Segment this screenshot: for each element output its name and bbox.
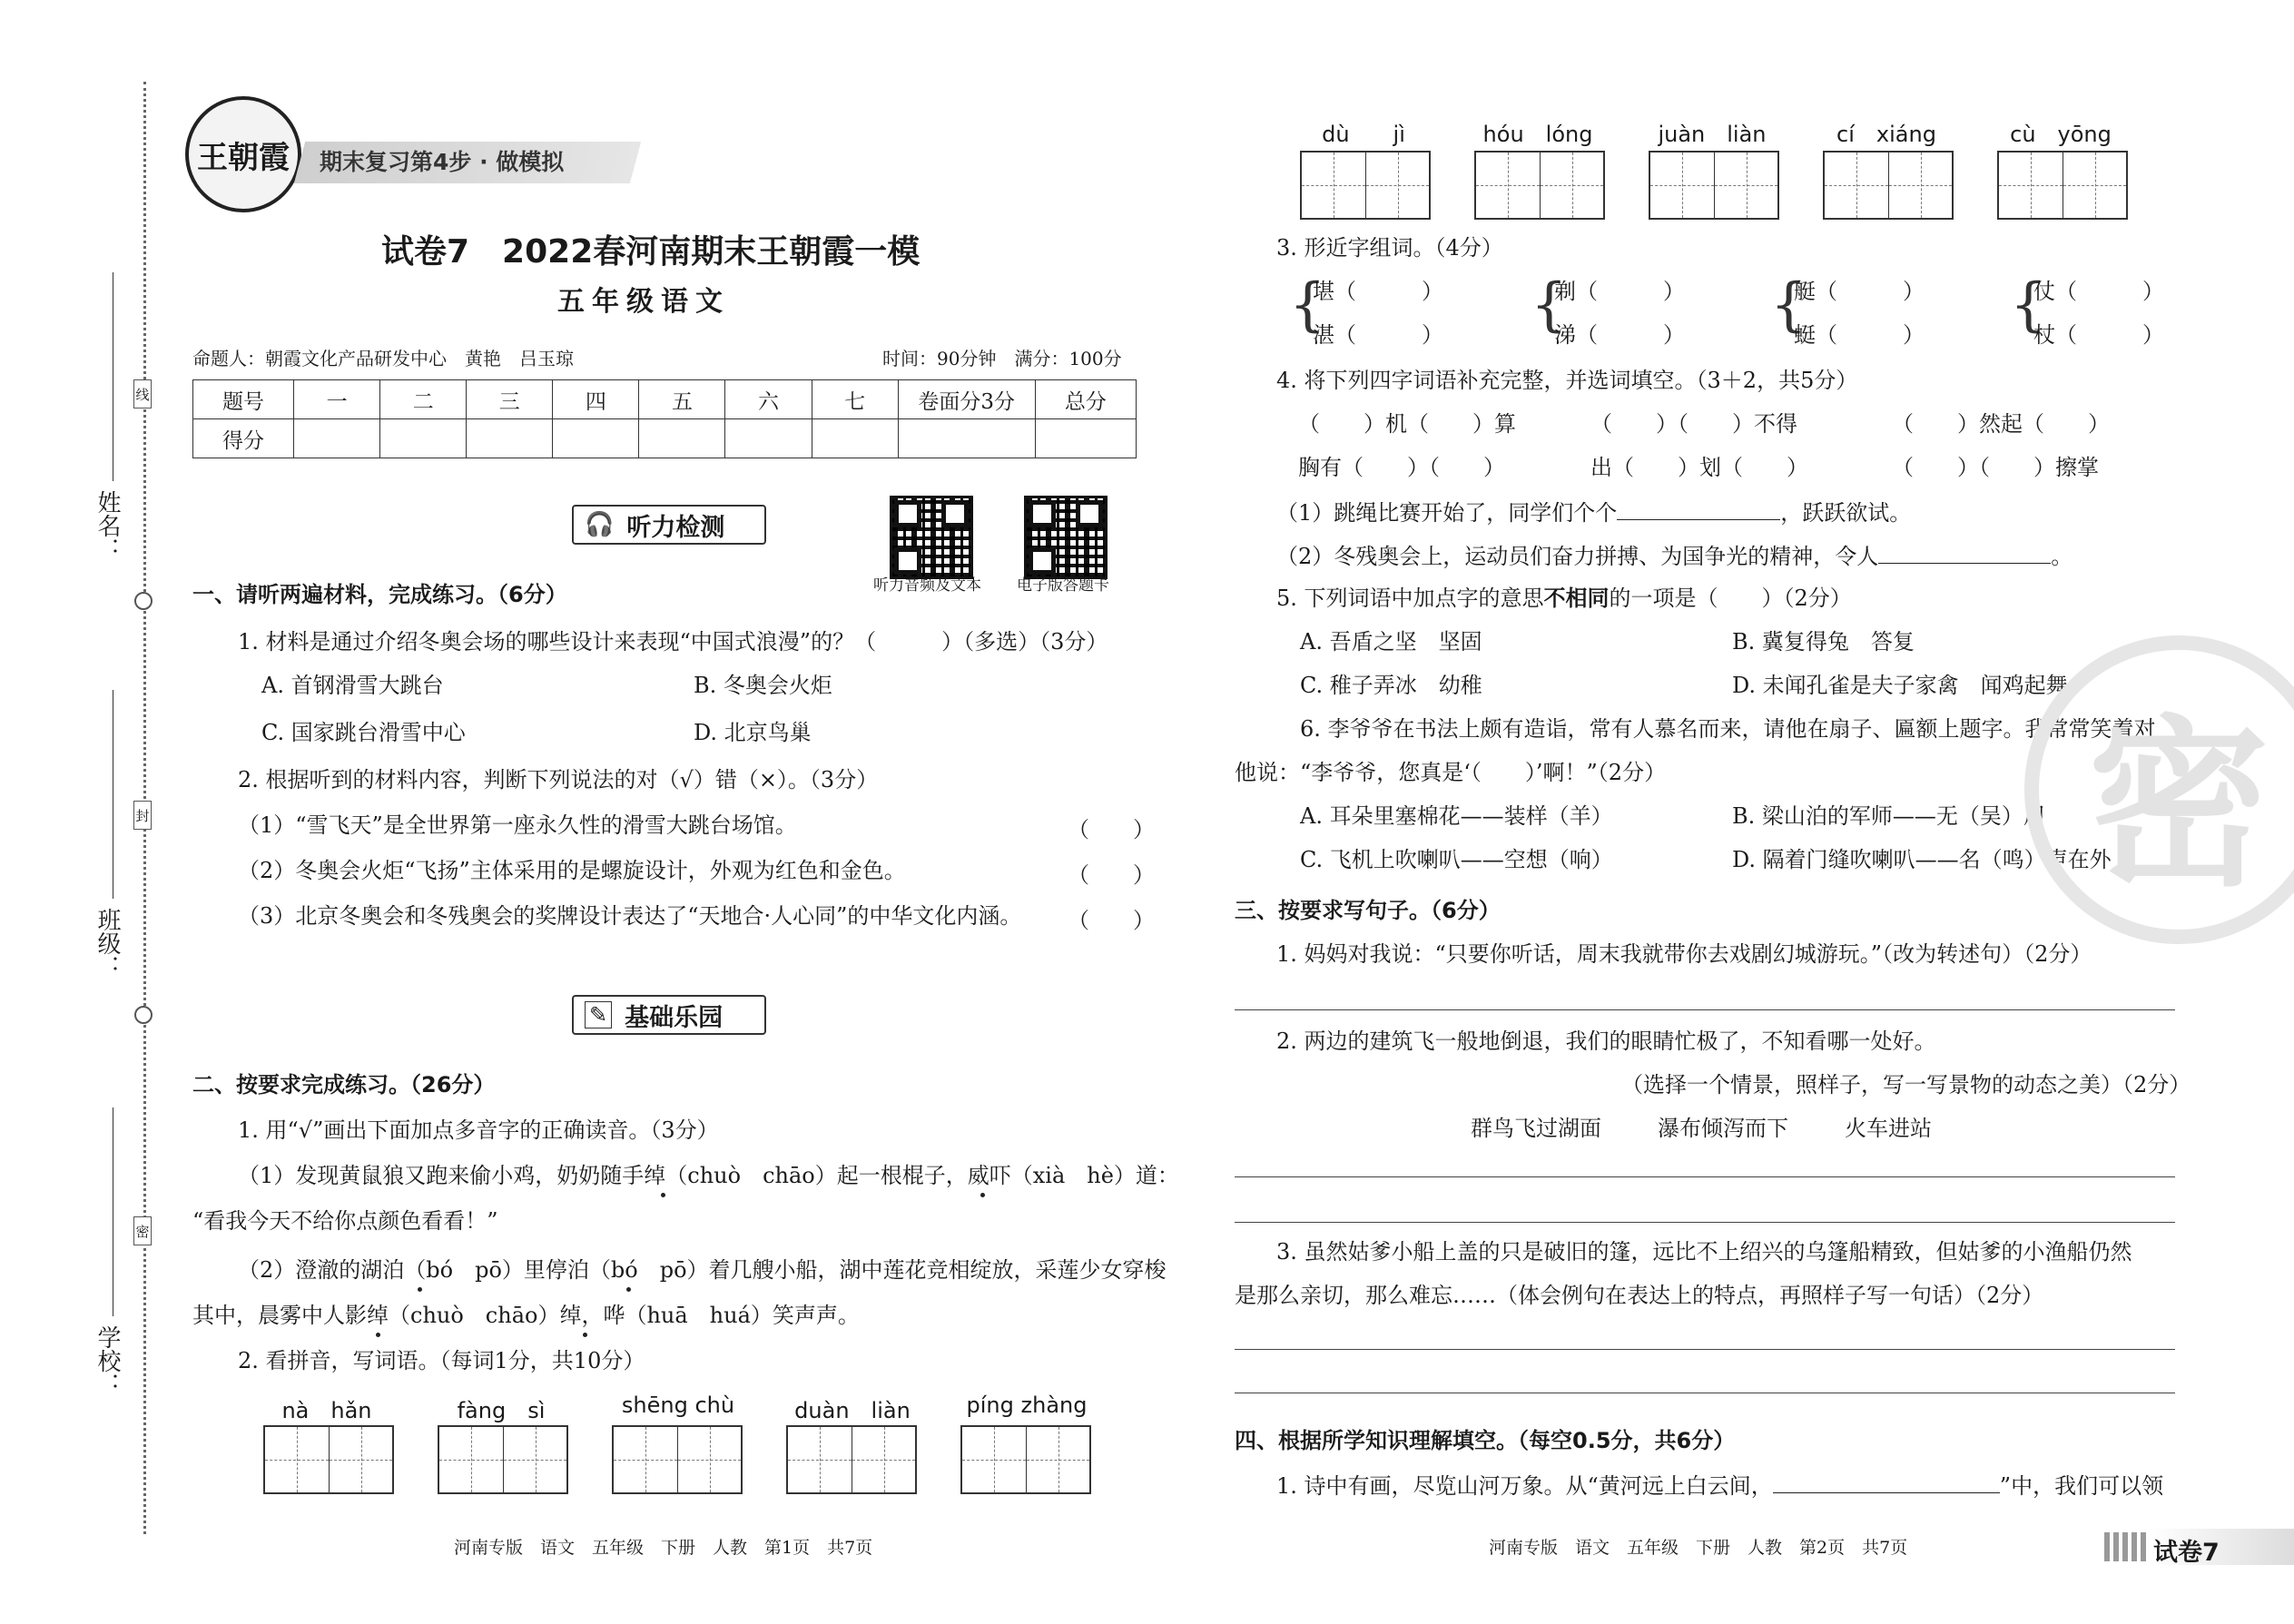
- sentences-q3-line2: 是那么亲切，那么难忘……（体会例句在表达上的特点，再照样子写一句话）（2分）: [1235, 1283, 2044, 1308]
- scene-3: 火车进站: [1845, 1116, 1932, 1141]
- idiom-1[interactable]: （ ）机（ ）算: [1298, 411, 1516, 437]
- footer-left: 河南专版 语文 五年级 下册 人教 第1页 共7页: [454, 1538, 873, 1558]
- emphasis-dot: [376, 1333, 380, 1337]
- emphasis-dot: [980, 1193, 985, 1197]
- judge-answer-2[interactable]: （ ）: [1068, 862, 1155, 888]
- sidebar-circle-1: [134, 592, 153, 610]
- idiom-3[interactable]: （ ）然起（ ）: [1892, 411, 2110, 437]
- write-grid[interactable]: [263, 1425, 394, 1494]
- qr-code-answer-card[interactable]: [1024, 496, 1108, 579]
- brace: {: [2010, 271, 2047, 339]
- write-grid[interactable]: [1300, 151, 1431, 220]
- footer-tab-stripes: [2104, 1532, 2148, 1561]
- score-input[interactable]: [553, 419, 639, 458]
- footer-right: 河南专版 语文 五年级 下册 人教 第2页 共7页: [1489, 1538, 1908, 1558]
- answer-line[interactable]: [1235, 1222, 2175, 1223]
- score-cell: 一: [294, 380, 380, 419]
- footer-tab-label: 试卷7: [2153, 1539, 2220, 1567]
- score-input[interactable]: [294, 419, 380, 458]
- brace: {: [1770, 271, 1807, 339]
- scene-2: 瀑布倾泻而下: [1658, 1116, 1788, 1141]
- q6-option-d: D. 隔着门缝吹喇叭——名（鸣）声在外: [1732, 847, 2112, 872]
- authors: 命题人：朝霞文化产品研发中心 黄艳 吕玉琼: [192, 348, 574, 369]
- score-table-header-row: [193, 380, 1137, 419]
- brace: {: [1289, 271, 1326, 339]
- score-cell: 三: [467, 380, 553, 419]
- emphasis-dot: [626, 1287, 631, 1292]
- write-grid[interactable]: [960, 1425, 1091, 1494]
- score-table: [192, 379, 1137, 458]
- q5-option-a: A. 吾盾之坚 坚固: [1300, 629, 1482, 655]
- exam-title: 试卷7 2022春河南期末王朝霞一模: [381, 233, 921, 271]
- listening-q1-option-b: B. 冬奥会火炬: [694, 673, 832, 698]
- listening-q1-option-d: D. 北京鸟巢: [694, 720, 812, 745]
- listening-heading: 一、请听两遍材料，完成练习。（6分）: [192, 582, 567, 607]
- pinyin-label: cí xiáng: [1836, 122, 1936, 147]
- sentences-q1: 1. 妈妈对我说：“只要你听话，周末我就带你去戏剧幻城游玩。”（改为转述句）（2分）: [1276, 941, 2092, 967]
- answer-line[interactable]: [1235, 1349, 2175, 1350]
- headphones-icon: 🎧: [585, 511, 615, 538]
- similar-char-3b[interactable]: 蜓（ ）: [1794, 322, 1925, 348]
- basics-q1-paragraph-1b: “看我今天不给你点颜色看看！”: [192, 1208, 498, 1234]
- qr-code-audio[interactable]: [890, 496, 973, 579]
- qr-audio-caption: 听力音频及文本: [873, 576, 981, 595]
- seal-char-mi: 密: [133, 1216, 152, 1245]
- pinyin-label: shēng chù: [621, 1393, 735, 1418]
- listening-q1-option-a: A. 首钢滑雪大跳台: [261, 673, 444, 698]
- pinyin-label: juàn liàn: [1658, 122, 1767, 147]
- write-grid[interactable]: [786, 1425, 917, 1494]
- sentences-q2: 2. 两边的建筑飞一般地倒退，我们的眼睛忙极了，不知看哪一处好。: [1276, 1029, 1936, 1054]
- class-label: 班级：: [94, 908, 121, 979]
- logo-badge: [185, 96, 301, 212]
- scene-1: 群鸟飞过湖面: [1471, 1116, 1601, 1141]
- basics-q1-paragraph-2b: 其中，晨雾中人影绰（chuò chāo）绰，哗（huā huá）笑声声。: [192, 1303, 860, 1328]
- emphasis-dot: [418, 1287, 422, 1292]
- sidebar-circle-2: [134, 1006, 153, 1024]
- score-input[interactable]: [639, 419, 725, 458]
- score-cell: 四: [553, 380, 639, 419]
- name-label: 姓名：: [94, 490, 121, 561]
- q6-option-b: B. 梁山泊的军师——无（吴）用: [1732, 803, 2045, 829]
- score-row-label: 得分: [193, 419, 294, 458]
- q6-option-a: A. 耳朵里塞棉花——装样（羊）: [1300, 803, 1613, 829]
- exam-subtitle: 五年级语文: [557, 286, 730, 318]
- idiom-2[interactable]: （ ）（ ）不得: [1590, 411, 1797, 437]
- q6-option-c: C. 飞机上吹喇叭——空想（响）: [1300, 847, 1613, 872]
- pinyin-label: fàng sì: [457, 1398, 546, 1423]
- score-input[interactable]: [467, 419, 553, 458]
- basics-q1: 1. 用“√”画出下面加点多音字的正确读音。（3分）: [238, 1117, 719, 1143]
- judge-answer-1[interactable]: （ ）: [1068, 817, 1155, 842]
- listening-q2-item-3: （3）北京冬奥会和冬残奥会的奖牌设计表达了“天地合·人心同”的中华文化内涵。: [238, 903, 1022, 929]
- basics-heading: 二、按要求完成练习。（26分）: [192, 1072, 496, 1097]
- pinyin-label: dù jì: [1322, 122, 1405, 147]
- sentences-q2-note: （选择一个情景，照样子，写一写景物的动态之美）（2分）: [1621, 1072, 2191, 1097]
- answer-line[interactable]: [1235, 1009, 2175, 1010]
- idiom-6[interactable]: （ ）（ ）擦掌: [1892, 455, 2099, 480]
- score-input[interactable]: [812, 419, 898, 458]
- pinyin-label: píng zhàng: [966, 1393, 1088, 1418]
- basics-section-header: [572, 995, 766, 1035]
- score-cell: 卷面分3分: [898, 380, 1035, 419]
- score-input[interactable]: [380, 419, 467, 458]
- write-grid[interactable]: [1474, 151, 1605, 220]
- sentences-q3-line1: 3. 虽然姑爹小船上盖的只是破旧的篷，远比不上绍兴的乌篷船精致，但姑爹的小渔船仍然: [1276, 1239, 2132, 1265]
- fill-blank[interactable]: [1878, 541, 2051, 564]
- write-grid[interactable]: [1649, 151, 1779, 220]
- basics-q1-paragraph-2a: （2）澄澈的湖泊（bó pō）里停泊（bó pō）着几艘小船，湖中莲花竞相绽放，采莲少女穿梭: [238, 1257, 1167, 1283]
- banner-text: 期末复习第4步 · 做模拟: [320, 149, 565, 175]
- fill-blank[interactable]: [1617, 497, 1780, 520]
- logo-text: 王朝霞: [197, 139, 290, 176]
- answer-line[interactable]: [1235, 1176, 2175, 1177]
- listening-section-header: [572, 505, 766, 545]
- fill-blank[interactable]: [1773, 1471, 2000, 1493]
- school-label: 学校：: [94, 1325, 121, 1396]
- score-cell: 二: [380, 380, 467, 419]
- q5-option-d: D. 未闻孔雀是夫子家禽 闻鸡起舞: [1732, 673, 2068, 698]
- similar-char-2a[interactable]: 剃（ ）: [1554, 279, 1685, 304]
- score-input[interactable]: [725, 419, 812, 458]
- similar-char-1b[interactable]: 湛（ ）: [1313, 322, 1443, 348]
- score-cell: 七: [812, 380, 898, 419]
- listening-q2: 2. 根据听到的材料内容，判断下列说法的对（√）错（×）。（3分）: [238, 767, 879, 792]
- basics-q6-line1: 6. 李爷爷在书法上颇有造诣，常有人慕名而来，请他在扇子、匾额上题字。我常常笑着对: [1300, 716, 2156, 742]
- similar-char-3a[interactable]: 艇（ ）: [1794, 279, 1925, 304]
- listening-section-title: 听力检测: [626, 513, 725, 542]
- seal-char-xian: 线: [133, 379, 152, 408]
- write-grid[interactable]: [1823, 151, 1954, 220]
- basics-section-title: 基础乐园: [625, 1003, 724, 1032]
- basics-q3: 3. 形近字组词。（4分）: [1276, 235, 1503, 261]
- knowledge-heading: 四、根据所学知识理解填空。（每空0.5分，共6分）: [1235, 1428, 1736, 1453]
- score-input[interactable]: [898, 419, 1035, 458]
- pinyin-label: nà hǎn: [281, 1398, 372, 1423]
- brace: {: [1531, 271, 1568, 339]
- pinyin-label: hóu lóng: [1482, 122, 1593, 147]
- q5-option-b: B. 冀复得兔 答复: [1732, 629, 1915, 655]
- pinyin-label: duàn liàn: [794, 1398, 911, 1423]
- basics-q2: 2. 看拼音，写词语。（每词1分，共10分）: [238, 1348, 645, 1373]
- listening-q2-item-2: （2）冬奥会火炬“飞扬”主体采用的是螺旋设计，外观为红色和金色。: [238, 858, 906, 883]
- idiom-sentence-2: （2）冬残奥会上，运动员们奋力拼搏、为国争光的精神，令人 。: [1276, 541, 2072, 570]
- basics-q1-paragraph-1a: （1）发现黄鼠狼又跑来偷小鸡，奶奶随手绰（chuò chāo）起一根棍子，威吓（xià hè）道：: [238, 1163, 1179, 1188]
- listening-q1: 1. 材料是通过介绍冬奥会场的哪些设计来表现“中国式浪漫”的？（ ）（多选）（3分）: [238, 629, 1108, 655]
- footer-tab: [2150, 1529, 2294, 1565]
- idiom-5[interactable]: 出（ ）划（ ）: [1590, 455, 1808, 480]
- similar-char-4b[interactable]: 杖（ ）: [2033, 322, 2164, 348]
- basics-q6-line2: 他说：“李爷爷，您真是‘（ ）’啊！”（2分）: [1235, 760, 1667, 785]
- similar-char-2b[interactable]: 涕（ ）: [1554, 322, 1685, 348]
- q5-option-c: C. 稚子弄冰 幼稚: [1300, 673, 1482, 698]
- write-grid[interactable]: [438, 1425, 568, 1494]
- sentences-heading: 三、按要求写句子。（6分）: [1235, 898, 1501, 923]
- knowledge-q1: 1. 诗中有画，尽览山河万象。从“黄河远上白云间， ”中，我们可以领: [1276, 1471, 2163, 1500]
- seal-char-feng: 封: [133, 801, 152, 830]
- watermark-char: 密: [2087, 697, 2269, 911]
- emphasis-dot: [583, 1333, 587, 1337]
- qr-answer-card-caption: 电子版答题卡: [1017, 576, 1109, 595]
- listening-q2-item-1: （1）“雪飞天”是全世界第一座永久性的滑雪大跳台场馆。: [238, 812, 797, 838]
- write-grid[interactable]: [1997, 151, 2128, 220]
- write-grid[interactable]: [612, 1425, 743, 1494]
- basics-q4: 4. 将下列四字词语补充完整，并选词填空。（3＋2，共5分）: [1276, 368, 1858, 393]
- listening-q1-option-c: C. 国家跳台滑雪中心: [261, 720, 466, 745]
- basics-q5: 5. 下列词语中加点字的意思不相同的一项是（ ）（2分）: [1276, 585, 1852, 611]
- idiom-4[interactable]: 胸有（ ）（ ）: [1298, 455, 1505, 480]
- pinyin-label: cù yōng: [2010, 122, 2112, 147]
- similar-char-4a[interactable]: 仗（ ）: [2033, 279, 2164, 304]
- emphasis-dot: [661, 1193, 665, 1197]
- score-cell: 六: [725, 380, 812, 419]
- score-table-score-row: [193, 419, 1137, 458]
- score-input[interactable]: [1035, 419, 1136, 458]
- similar-char-1a[interactable]: 堪（ ）: [1313, 279, 1443, 304]
- score-cell: 五: [639, 380, 725, 419]
- idiom-sentence-1: （1）跳绳比赛开始了，同学们个个 ，跃跃欲试。: [1276, 497, 1911, 527]
- score-cell: 题号: [193, 380, 294, 419]
- pencil-book-icon: ✎: [585, 1001, 612, 1029]
- score-cell: 总分: [1035, 380, 1136, 419]
- time-and-score: 时间：90分钟 满分：100分: [882, 348, 1122, 369]
- judge-answer-3[interactable]: （ ）: [1068, 908, 1155, 933]
